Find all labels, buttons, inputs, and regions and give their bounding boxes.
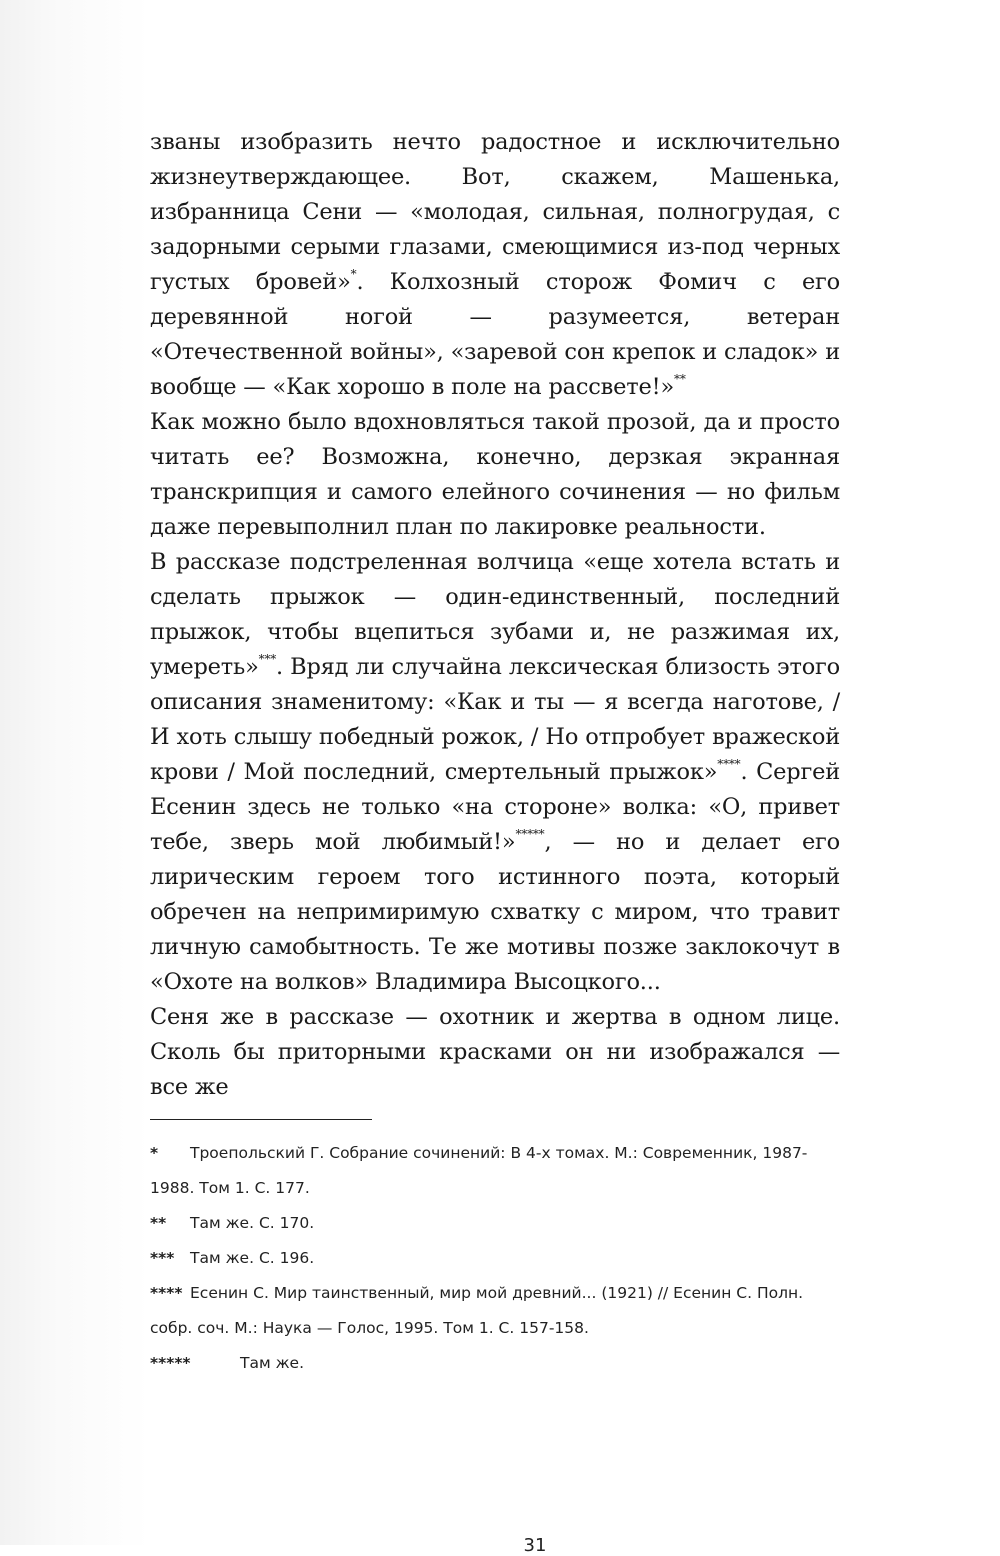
footnote-1 bbox=[150, 1136, 840, 1206]
footnote-ref-1: * bbox=[350, 266, 357, 281]
footnote-ref-2: ** bbox=[674, 371, 686, 386]
page-number: 31 bbox=[523, 1535, 547, 1556]
paragraph-1-text-b: . Колхозный сторож Фомич с его деревянной ногой — разумеется, ветеран «Отечественной войны», «заревой сон крепок и сладок» и вообще — «Как хорошо в поле на рассвете!» bbox=[150, 269, 840, 400]
footnote-text: Троепольский Г. Собрание сочинений: В 4-х томах. М.: Современник, 1987-1988. Том 1. С. 177. bbox=[150, 1144, 808, 1197]
footnote-text: Там же. С. 196. bbox=[190, 1249, 315, 1267]
footnote-divider bbox=[150, 1119, 372, 1120]
footnote-ref-5: ***** bbox=[515, 826, 545, 841]
main-text bbox=[150, 125, 840, 1105]
footnote-text: Там же. bbox=[240, 1354, 305, 1372]
footnote-3 bbox=[150, 1241, 840, 1276]
footnote-text: Есенин С. Мир таинственный, мир мой древний... (1921) // Есенин С. Полн. собр. соч. М.: Наука — Голос, 1995. Том 1. С. 157-158. bbox=[150, 1284, 804, 1337]
paragraph-4: Сеня же в рассказе — охотник и жертва в одном лице. Сколь бы приторными красками он ни изображался — все же bbox=[150, 1004, 840, 1100]
paragraph-1-text-a: званы изобразить нечто радостное и исключительно жизнеутверждающее. Вот, скажем, Машенька, избранница Сени — «молодая, сильная, полногрудая, с задорными серыми глазами, смеющимися из-под черных густых бровей» bbox=[150, 129, 840, 295]
paragraph-2: Как можно было вдохновляться такой прозой, да и просто читать ее? Возможна, конечно, дерзкая экранная транскрипция и самого елейного сочинения — но фильм даже перевыполнил план по лакировке реальности. bbox=[150, 409, 840, 540]
book-page bbox=[150, 125, 840, 1556]
footnote-ref-4: **** bbox=[717, 756, 741, 771]
footnote-mark: ***** bbox=[150, 1354, 191, 1372]
footnote-mark: * bbox=[150, 1144, 159, 1162]
paragraph-3 bbox=[150, 545, 840, 1000]
footnote-5 bbox=[150, 1346, 840, 1381]
footnotes bbox=[150, 1136, 840, 1381]
footnote-2 bbox=[150, 1206, 840, 1241]
footnote-mark: ** bbox=[150, 1214, 167, 1232]
footnote-mark: *** bbox=[150, 1249, 175, 1267]
page-edge-shadow bbox=[0, 0, 150, 1545]
paragraph-1 bbox=[150, 125, 840, 405]
footnote-ref-3: *** bbox=[258, 651, 277, 666]
footnote-4 bbox=[150, 1276, 840, 1346]
paragraph-3-text-a: В рассказе подстреленная волчица «еще хотела встать и сделать прыжок — один-единственный, последний прыжок, чтобы вцепиться зубами и, не разжимая их, умереть» bbox=[150, 549, 840, 680]
paragraph-3-text-c: . Сергей Есенин здесь не только «на стороне» волка: «О, привет тебе, зверь мой любимый!» bbox=[150, 759, 840, 855]
paragraph-3-text-b: . Вряд ли случайна лексическая близость этого описания знаменитому: «Как и ты — я всегда наготове, / И хоть слышу победный рожок, / Но отпробует вражеской крови / Мой последний, смертельный прыжок» bbox=[150, 654, 840, 785]
footnote-mark: **** bbox=[150, 1284, 183, 1302]
footnote-text: Там же. С. 170. bbox=[190, 1214, 315, 1232]
paragraph-3-text-d: , — но и делает его лирическим героем того истинного поэта, который обречен на непримиримую схватку с миром, что травит личную самобытность. Те же мотивы позже заклокочут в «Охоте на волков» Владимира Высоцкого... bbox=[150, 829, 840, 995]
